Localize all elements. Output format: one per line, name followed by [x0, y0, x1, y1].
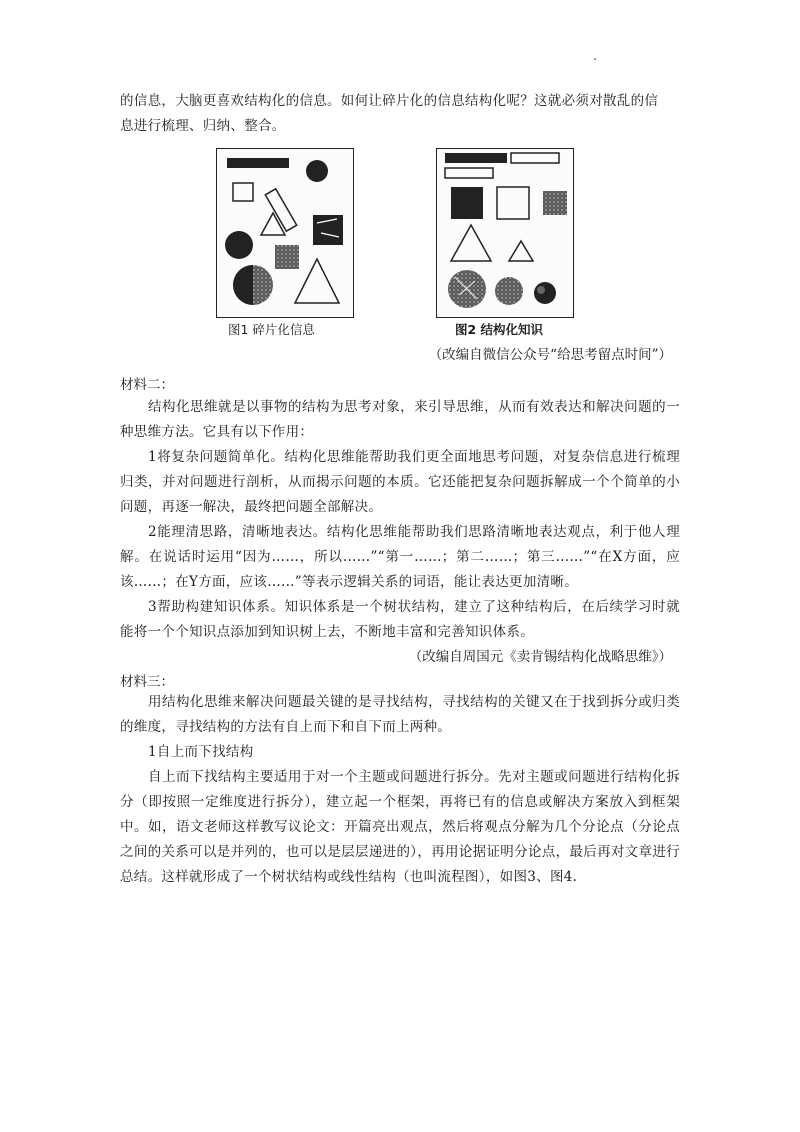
material-2-paragraph-3: 2能理清思路，清晰地表达。结构化思维能帮助我们思路清晰地表达观点，利于他人理解。在说话时运用“因为……，所以……”“第一……；第二……；第三……”“在X方面，应该……；在Y方面，应该……”等表示逻辑关系的词语，能让表达更加清晰。 — [120, 524, 680, 590]
material-2-label: 材料二： — [120, 377, 174, 393]
scan-speck — [594, 58, 596, 60]
material-1-source: （改编自微信公众号“给思考留点时间”） — [428, 347, 672, 363]
figure-1-caption: 图1 碎片化信息 — [228, 322, 315, 337]
material-2-paragraph-1: 结构化思维就是以事物的结构为思考对象，来引导思维，从而有效表达和解决问题的一种思维方法。它具有以下作用： — [120, 399, 680, 440]
figure-2-caption: 图2 结构化知识 — [455, 322, 544, 337]
intro-line-1: 的信息，大脑更喜欢结构化的信息。如何让碎片化的信息结构化呢？这就必须对散乱的信 — [120, 93, 659, 109]
material-3-paragraph-2: 自上而下找结构主要适用于对一个主题或问题进行拆分。先对主题或问题进行结构化拆分（即按照一定维度进行拆分），建立起一个框架，再将已有的信息或解决方案放入到框架中。如，语文老师这样教写议论文：开篇亮出观点，然后将观点分解为几个分论点（分论点之间的关系可以是并列的，也可以是层层递进的），再用论据证明分论点，最后再对文章进行总结。这样就形成了一个树状结构或线性结构（也叫流程图），如图3、图4. — [120, 769, 680, 885]
figure-2-structured — [436, 148, 574, 318]
figure-1-drawing — [217, 149, 353, 317]
figure-2-drawing — [437, 149, 573, 317]
material-2-paragraph-2: 1将复杂问题简单化。结构化思维能帮助我们更全面地思考问题，对复杂信息进行梳理归类，并对问题进行剖析，从而揭示问题的本质。它还能把复杂问题拆解成一个个简单的小问题，再逐一解决，最终把问题全部解决。 — [120, 449, 680, 515]
figure-1-fragmented — [216, 148, 354, 318]
intro-line-2: 息进行梳理、归纳、整合。 — [120, 118, 286, 134]
material-3-heading: 1自上而下找结构 — [148, 744, 254, 760]
material-2-source: （改编自周国元《卖肯锡结构化战略思维》） — [408, 649, 672, 665]
material-3-paragraph-1: 用结构化思维来解决问题最关键的是寻找结构，寻找结构的关键又在于找到拆分或归类的维度，寻找结构的方法有自上而下和自下而上两种。 — [120, 694, 680, 735]
material-2-paragraph-4: 3帮助构建知识体系。知识体系是一个树状结构，建立了这种结构后，在后续学习时就能将一个个知识点添加到知识树上去，不断地丰富和完善知识体系。 — [120, 599, 680, 640]
material-3-label: 材料三： — [120, 674, 174, 690]
